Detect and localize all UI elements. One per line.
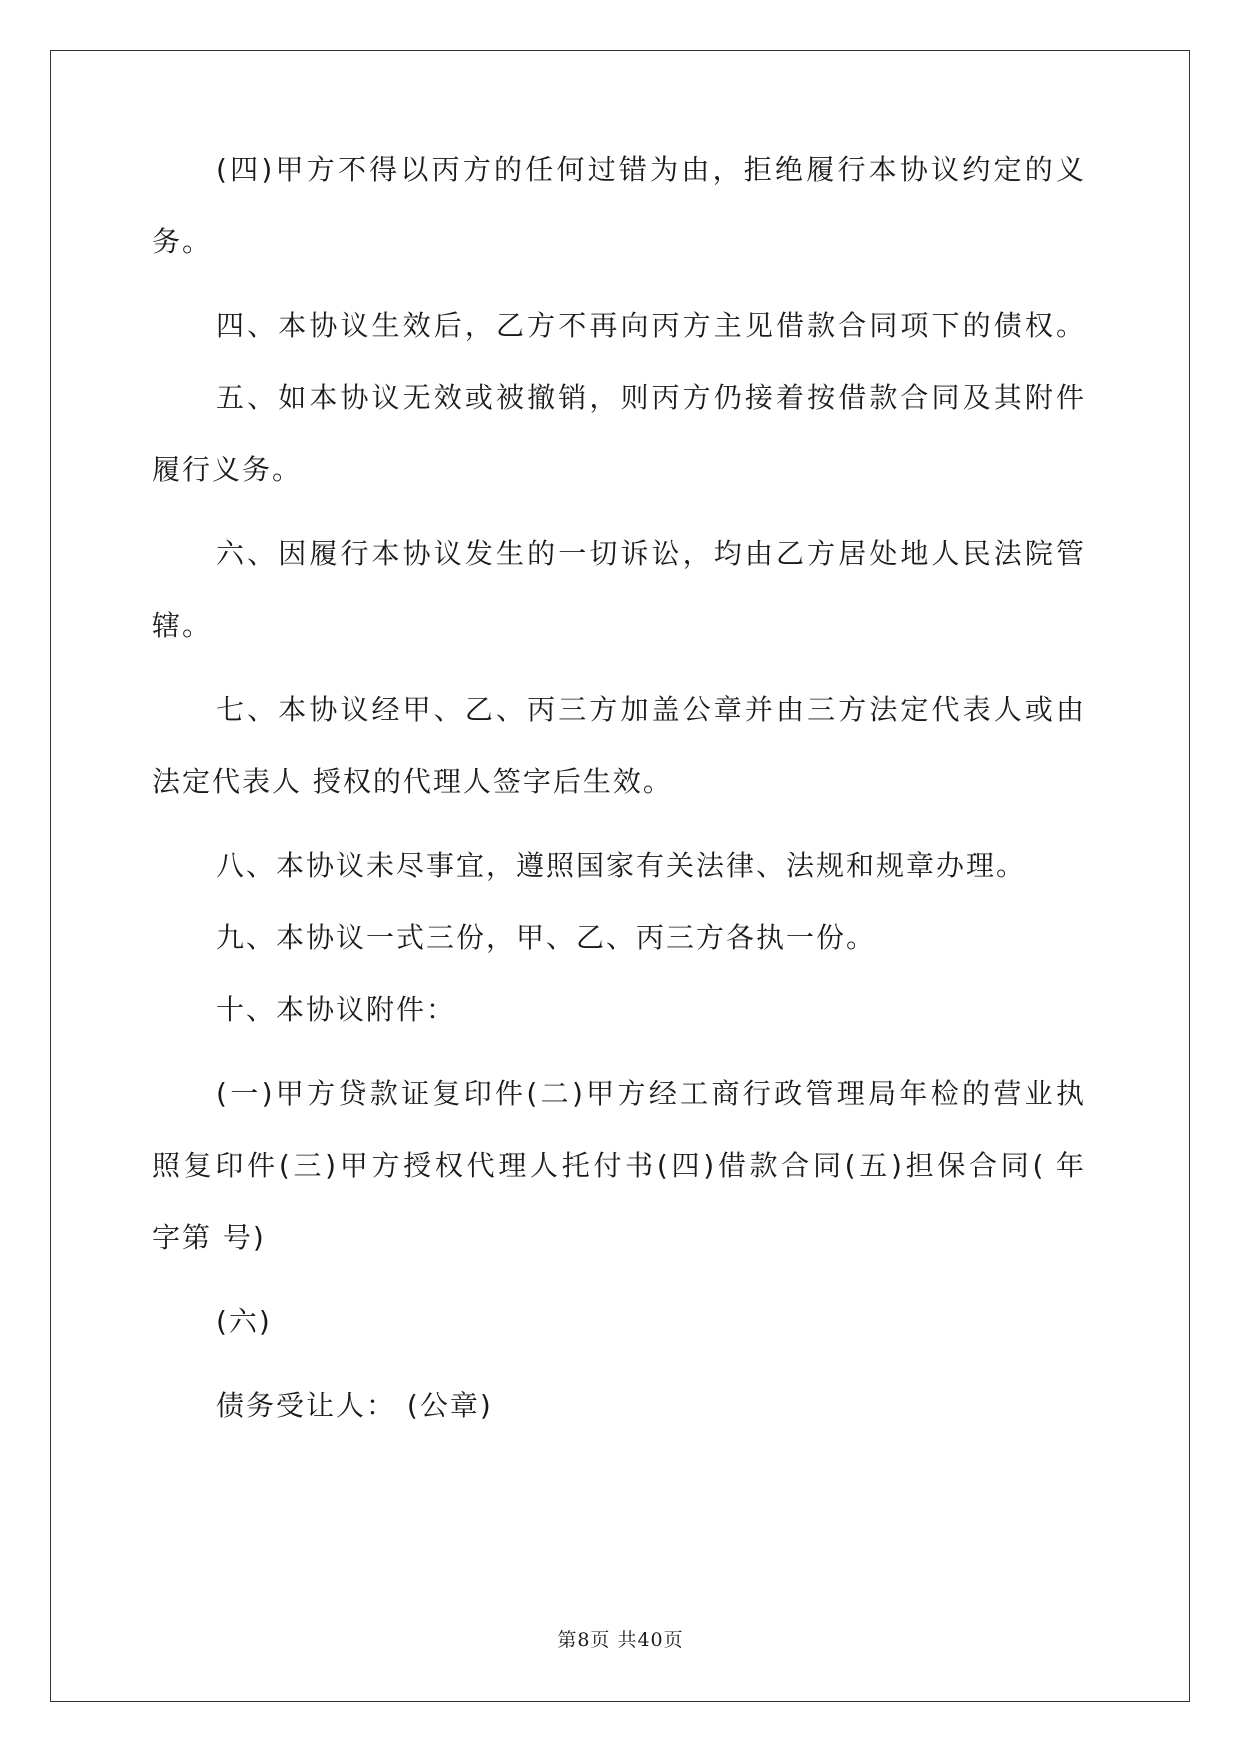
- text-line: (四)甲方不得以丙方的任何过错为由，拒绝履行本协议约定的义: [216, 153, 1084, 186]
- text-line: 七、本协议经甲、乙、丙三方加盖公章并由三方法定代表人或由: [216, 693, 1084, 726]
- text-line: 八、本协议未尽事宜，遵照国家有关法律、法规和规章办理。: [216, 849, 1027, 882]
- text-line: 履行义务。: [152, 453, 303, 486]
- page-footer: 第8页 共40页: [557, 1629, 684, 1651]
- text-line: (六): [216, 1305, 272, 1338]
- text-line: 九、本协议一式三份，甲、乙、丙三方各执一份。: [216, 921, 877, 954]
- text-line: 法定代表人 授权的代理人签字后生效。: [152, 765, 673, 798]
- text-line: 十、本协议附件：: [216, 993, 457, 1026]
- text-line: 务。: [152, 225, 213, 258]
- text-line: 四、本协议生效后，乙方不再向丙方主见借款合同项下的债权。: [216, 309, 1084, 342]
- text-line: (一)甲方贷款证复印件(二)甲方经工商行政管理局年检的营业执: [216, 1077, 1084, 1110]
- text-line: 字第 号): [152, 1221, 266, 1254]
- text-line: 五、如本协议无效或被撤销，则丙方仍接着按借款合同及其附件: [216, 381, 1084, 414]
- text-line: 辖。: [152, 609, 213, 642]
- text-line: 照复印件(三)甲方授权代理人托付书(四)借款合同(五)担保合同( 年: [152, 1149, 1084, 1182]
- text-line: 六、因履行本协议发生的一切诉讼，均由乙方居处地人民法院管: [216, 537, 1084, 570]
- text-line: 债务受让人： (公章): [216, 1389, 493, 1422]
